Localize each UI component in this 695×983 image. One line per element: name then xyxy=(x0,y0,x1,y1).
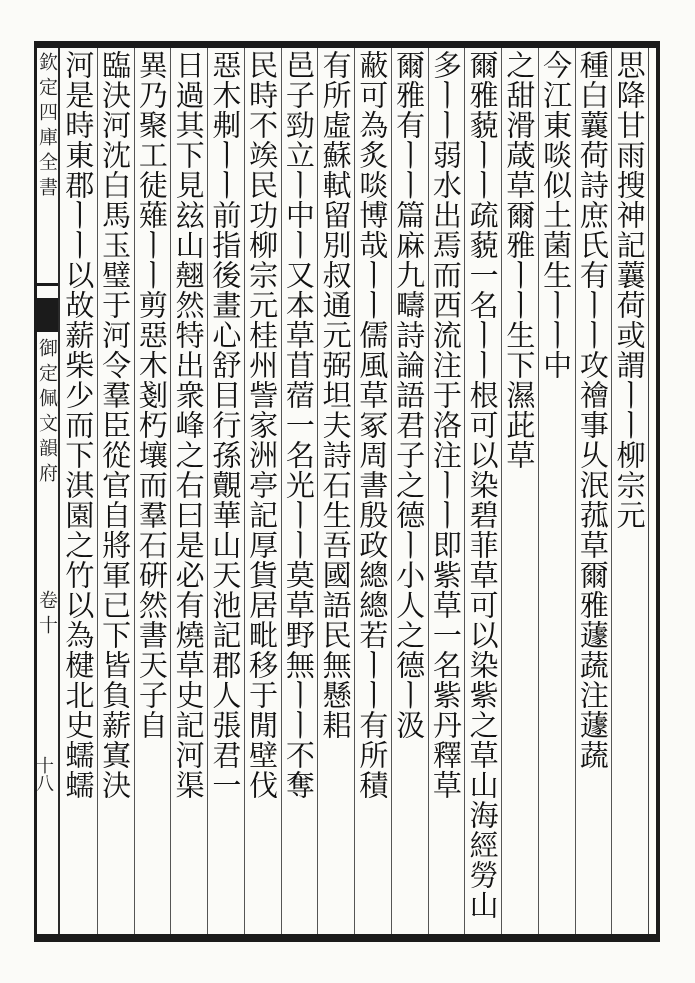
book-title: 御定佩文韻府 xyxy=(36,338,58,488)
text-column: 爾雅有ㅣㅣ篇麻九疇詩論語君子之德ㅣ小人之德ㅣ汲 xyxy=(392,50,427,740)
column-rule xyxy=(501,48,502,934)
column-rule xyxy=(354,48,355,934)
text-column: 惡木刜ㅣㅣ前指後畫心舒目行孫覿華山天池記郡人張君一 xyxy=(208,50,243,800)
volume-label: 卷十 xyxy=(36,590,58,640)
column-rule xyxy=(134,48,135,934)
text-column: 蔽可為炙啖博哉ㅣㅣ儒風草冢周書殷政總總若ㅣㅣ有所積 xyxy=(355,50,390,800)
text-column: 多ㅣㅣ弱水出焉而西流注于洛注ㅣㅣ即紫草一名紫丹釋草 xyxy=(428,50,463,800)
text-column: 有所虛蘇軾留別叔通元弼坦夫詩石生吾國語民無懸耜 xyxy=(318,50,353,740)
column-rule xyxy=(317,48,318,934)
text-column: 之甜滑葴草爾雅ㅣㅣ生下濕茈草 xyxy=(502,50,537,470)
text-column: 種白蘘荷詩庶氏有ㅣㅣ攻禬事乆泯菰草爾雅蘧蔬注蘧蔬 xyxy=(575,50,610,770)
text-column: 今江東啖似土菌生ㅣㅣ中 xyxy=(539,50,574,380)
column-rule xyxy=(538,48,539,934)
border-top xyxy=(34,41,659,48)
text-column: 思降甘雨搜神記蘘荷或謂ㅣㅣ柳宗元 xyxy=(612,50,647,530)
column-rule xyxy=(464,48,465,934)
column-rule xyxy=(611,48,612,934)
column-rule xyxy=(428,48,429,934)
fish-tail-mark xyxy=(36,298,58,332)
volume-margin xyxy=(36,590,58,710)
book-title-margin xyxy=(36,338,58,578)
collection-title: 欽定四庫全書 xyxy=(36,52,58,202)
text-column: 爾雅藐ㅣㅣ疏藐一名ㅣㅣ根可以染碧菲草可以染紫之草山海經勞山 xyxy=(465,50,500,920)
border-right xyxy=(656,41,660,942)
column-rule xyxy=(170,48,171,934)
text-column: 河是時東郡ㅣㅣ以故薪柴少而下淇園之竹以為楗北史蠕蠕 xyxy=(61,50,96,800)
text-column: 民時不竢民功柳宗元桂州訾家洲亭記厚貨居毗移于閒壁伐 xyxy=(245,50,280,800)
column-rule xyxy=(281,48,282,934)
column-rule xyxy=(97,48,98,934)
column-rule xyxy=(207,48,208,934)
column-rule xyxy=(244,48,245,934)
text-column: 異乃聚工徒薙ㅣㅣ剪惡木剗朽壤而羣石硏然書天子自 xyxy=(134,50,169,740)
column-rule xyxy=(391,48,392,934)
fish-tail-notch xyxy=(36,283,58,286)
text-column: 日過其下見玆山翹然特出衆峰之右曰是必有燒草史記河渠 xyxy=(171,50,206,800)
border-bottom xyxy=(34,934,659,942)
text-column: 邑子勁立ㅣ中ㅣ又本草苜蓿一名光ㅣㅣ莫草野無ㅣㅣ不奪 xyxy=(281,50,316,800)
column-rule xyxy=(575,48,576,934)
page-number: 十八 xyxy=(33,756,54,792)
text-column: 臨決河沈白馬玉璧于河令羣臣從官自將軍已下皆負薪寘決 xyxy=(98,50,133,800)
